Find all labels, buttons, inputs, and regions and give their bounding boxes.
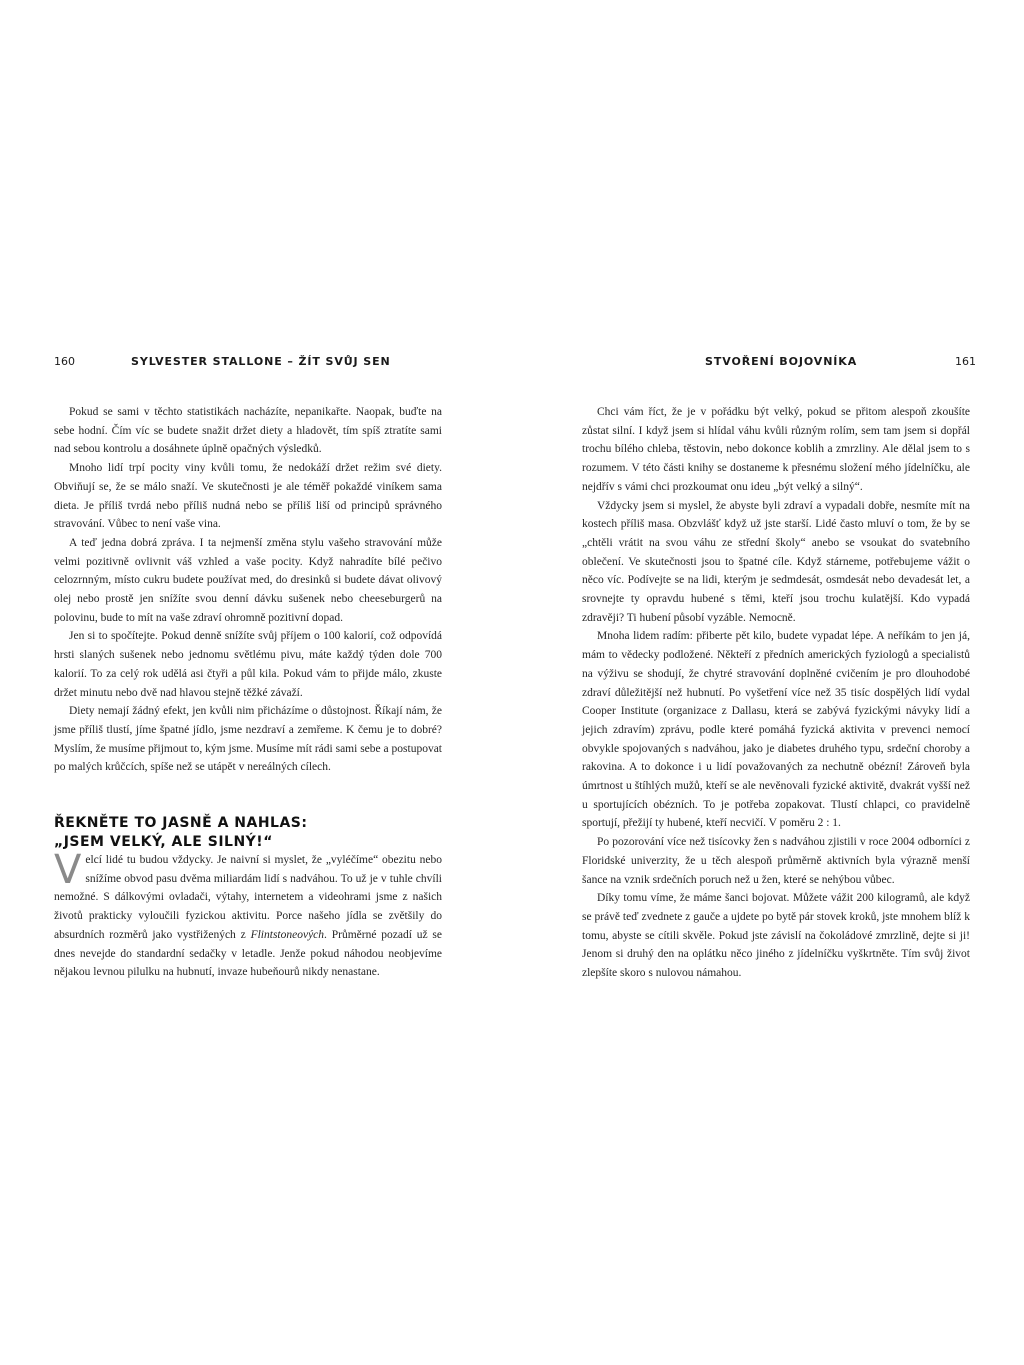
section-text-italic: Flintstoneových	[250, 928, 325, 941]
section-heading	[54, 814, 444, 852]
right-body-text	[582, 403, 970, 983]
paragraph: Mnoho lidí trpí pocity viny kvůli tomu, že nedokáží držet režim své diety. Obviňují se, že se málo snaží. Ve skutečnosti je ale téměř pokaždé viníkem sama dieta. Je příliš tvrdá nebo příliš nudná nebo se příliš liší od principů správného stravování. Vůbec to není vaše vina.	[54, 462, 442, 531]
page-number-right: 161	[955, 355, 976, 368]
paragraph: Chci vám říct, že je v pořádku být velký, pokud se přitom alespoň zkoušíte zůstat silní. I když jsem si hlídal váhu kvůli různým rolím, sem tam jsem si dopřál trochu bílého chleba, těstovin, nebo dokonce koblih a zmrzliny. Ale dělal jsem to s rozumem. V této části knihy se dostaneme k přesnému složení mého jídelníčku, ale nejdřív s vámi chci prozkoumat onu ideu „být velký a silný“.	[582, 406, 970, 493]
paragraph: Diety nemají žádný efekt, jen kvůli nim přicházíme o důstojnost. Říkají nám, že jsme příliš tlustí, jíme špatné jídlo, jsme nezdraví a zemřeme. K čemu je to dobré? Myslím, že musíme přijmout to, kým jsme. Musíme mít rádi sami sebe a postupovat po malých krůčcích, spíše než se utápět v nereálných cílech.	[54, 705, 442, 774]
section-body-text	[54, 847, 443, 982]
drop-cap: V	[54, 847, 82, 893]
paragraph: Jen si to spočítejte. Pokud denně snížíte svůj příjem o 100 kalorií, což odpovídá hrsti slaných sušenek nebo jednomu světlému pivu, máte každý týden dole 700 kalorií. To za celý rok udělá asi čtyři a půl kila. Pokud vám to přijde málo, zkuste držet minutu nebo dvě nad hlavou stejně těžké závaží.	[54, 630, 442, 699]
paragraph: A teď jedna dobrá zpráva. I ta nejmenší změna stylu vašeho stravování může velmi pozitivně ovlivnit váš vzhled a vaše pocity. Když nahradíte bílé pečivo celozrnným, místo cukru budete používat med, do dresinků si budete dávat olivový olej nebo prostě jen snížíte svou denní dávku sušenek nebo cheeseburgerů na polovinu, bude to mít na vaše zdraví ohromně pozitivní dopad.	[54, 536, 442, 624]
paragraph: Pokud se sami v těchto statistikách nacházíte, nepanikařte. Naopak, buďte na sebe hodní. Čím víc se budete snažit držet diety a hladovět, tím spíš ztratíte sami nad sebou kontrolu a dosáhnete úplně opačných výsledků.	[54, 406, 442, 456]
section-text-part-2: . Průměrné pozadí už se dnes nevejde do standardní sedačky v letadle. Jenže pokud náhodou neobjevíme nějakou levnou pilulku na hubnutí, invaze hubeňourů nikdy nenastane.	[54, 928, 443, 979]
page-number-left: 160	[54, 355, 75, 368]
running-head-left: SYLVESTER STALLONE – ŽÍT SVŮJ SEN	[131, 355, 391, 368]
running-head-right: STVOŘENÍ BOJOVNÍKA	[705, 355, 858, 368]
section-paragraph	[54, 847, 443, 982]
paragraph: Díky tomu víme, že máme šanci bojovat. Můžete vážit 200 kilogramů, ale když se právě teď zvednete z gauče a ujdete po bytě pár stovek kroků, jste mnohem blíž k tomu, abyste se cítili skvěle. Pokud jste závislí na čokoládové zmrzlině, dejte si ji! Jenom si druhý den na oplátku něco jiného z jídelníčku vyškrtněte. Tím svůj život zlepšíte skoro s nulovou námahou.	[582, 892, 970, 980]
paragraph: Vždycky jsem si myslel, že abyste byli zdraví a vypadali dobře, nesmíte mít na kostech příliš masa. Obzvlášť když už jste starší. Lidé často mluví o tom, že by se „chtěli vrátit na svou váhu ze střední školy“ anebo se vsoukat do svatebního oblečení. Ve skutečnosti jsou to špatné cíle. Když stárneme, potřebujeme vážit o něco víc. Podívejte se na lidi, kterým je sedmdesát, osmdesát nebo devadesát let, a srovnejte ty opravdu hubené s těmi, kteří jsou trochu kulatější. Kdo vypadá zdravěji? Ti hubení působí vyzáble. Nemocně.	[582, 499, 970, 624]
section-heading-line-2: „JSEM VELKÝ, ALE SILNÝ!“	[54, 834, 273, 850]
section-heading-line-1: ŘEKNĚTE TO JASNĚ A NAHLAS:	[54, 815, 308, 831]
paragraph: Po pozorování více než tisícovky žen s nadváhou zjistili v roce 2004 odborníci z Floridské univerzity, že u těch alespoň průměrně aktivních byla výrazně menší šance na vznik srdečních poruch než u žen, které se nehýbou vůbec.	[582, 836, 970, 886]
left-body-text	[54, 403, 442, 777]
paragraph: Mnoha lidem radím: přiberte pět kilo, budete vypadat lépe. A neříkám to jen já, mám to vědecky podložené. Někteří z předních amerických fyziologů a specialistů na výživu se shodují, že chytré stravování doplněné cvičením je pro dlouhodobé zdraví důležitější než hubnutí. Po vyšetření více než 35 tisíc dospělých lidí vydal Cooper Institute (organizace z Dallasu, která se zabývá fyzickými návyky lidí a jejich zdravím) zprávu, podle které pomáhá fyzická aktivita v prevenci nemocí obvykle spojovaných s nadváhou, jako je diabetes druhého typu, srdeční choroby a rakovina. A to dokonce i u lidí považovaných za nechutně obézní! Zároveň byla úmrtnost u štíhlých mužů, kteří se ale nevěnovali fyzické aktivitě, dvakrát vyšší než u sportujících obézních. To je potřeba zopakovat. Tlustí chlapci, co pravidelně sportují, přežijí ty hubené, kteří necvičí. V poměru 2 : 1.	[582, 630, 970, 830]
section-text-part-1: elcí lidé tu budou vždycky. Je naivní si myslet, že „vyléčíme“ obezitu nebo snížíme obvod pasu dvěma miliardám lidí s nadváhou. To už je v tuhle chvíli nemožné. S dálkovými ovladači, výtahy, internetem a videohrami jsme z našich životů prakticky vyloučili fyzickou aktivitu. Porce našeho jídla se zvětšily do absurdních rozměrů jako vystřižených z	[54, 854, 442, 941]
